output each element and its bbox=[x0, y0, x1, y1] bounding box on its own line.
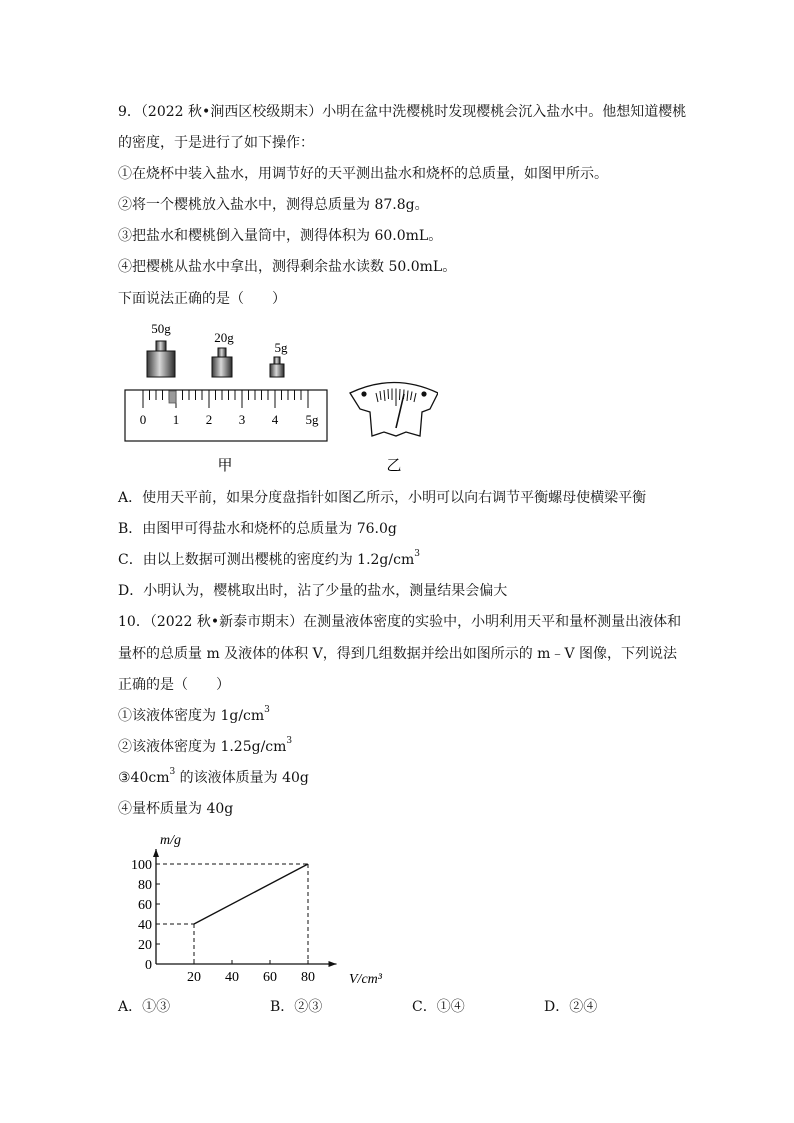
balance-ruler bbox=[125, 390, 327, 441]
x-tick-label: 20 bbox=[187, 970, 201, 985]
q10-answer-c: C．①④ bbox=[412, 999, 465, 1015]
chart-ticks bbox=[131, 858, 315, 985]
ruler-tick-0: 0 bbox=[139, 412, 147, 427]
q9-figure bbox=[118, 316, 438, 476]
q9-option-c-text: C．由以上数据可测出樱桃的密度约为 1.2g/cm bbox=[118, 552, 415, 568]
q9-stem-line-1: 9．（2022 秋•涧西区校级期末）小明在盆中洗樱桃时发现樱桃会沉入盐水中。他想知道樱桃 bbox=[118, 104, 687, 120]
figure-label-yi: 乙 bbox=[386, 456, 402, 474]
q9-option-a: A．使用天平前，如果分度盘指针如图乙所示，小明可以向右调节平衡螺母使横梁平衡 bbox=[118, 490, 647, 506]
q10-statement-3 bbox=[118, 768, 309, 788]
q9-option-b: B．由图甲可得盐水和烧杯的总质量为 76.0g bbox=[118, 521, 397, 537]
q10-statement-3-tail: 的该液体质量为 40g bbox=[175, 770, 309, 786]
q9-option-c bbox=[118, 550, 420, 570]
q9-stem-line-2: 的密度，于是进行了如下操作： bbox=[118, 135, 314, 151]
weight-50g-label: 50g bbox=[151, 321, 171, 336]
q10-statement-3-sup: 3 bbox=[169, 767, 176, 777]
x-tick-label: 60 bbox=[263, 970, 277, 985]
weight-5g-icon bbox=[270, 357, 284, 377]
q10-statement-1-sup: 3 bbox=[264, 705, 270, 715]
y-tick-label: 60 bbox=[138, 898, 152, 913]
x-tick-label: 40 bbox=[225, 970, 239, 985]
x-axis-arrow-icon bbox=[329, 961, 337, 967]
y-axis-arrow-icon bbox=[153, 849, 159, 857]
q9-step-1: ①在烧杯中装入盐水，用调节好的天平测出盐水和烧杯的总质量，如图甲所示。 bbox=[118, 166, 608, 182]
q10-statement-2-sup: 3 bbox=[286, 736, 293, 746]
ruler-tick-4: 4 bbox=[271, 412, 279, 427]
q10-statement-3-text: ③40cm bbox=[118, 770, 170, 786]
q10-statement-4: ④量杯质量为 40g bbox=[118, 801, 234, 817]
q10-stem-line-1: 10．（2022 秋•新泰市期末）在测量液体密度的实验中，小明利用天平和量杯测量出液体和 bbox=[118, 614, 682, 630]
q10-stem-line-3: 正确的是（ ） bbox=[118, 677, 230, 693]
chart-axes bbox=[153, 849, 337, 967]
q10-statement-2 bbox=[118, 737, 292, 757]
x-tick-label: 80 bbox=[301, 970, 315, 985]
q9-step-4: ④把樱桃从盐水中拿出，测得剩余盐水读数 50.0mL。 bbox=[118, 259, 457, 275]
chart-series bbox=[194, 864, 308, 924]
series-line bbox=[194, 864, 308, 924]
q9-step-3: ③把盐水和樱桃倒入量筒中，测得体积为 60.0mL。 bbox=[118, 228, 443, 244]
y-tick-label: 80 bbox=[138, 878, 152, 893]
q9-question: 下面说法正确的是（ ） bbox=[118, 291, 286, 307]
y-tick-label: 20 bbox=[138, 938, 152, 953]
chart-xlabel: V/cm³ bbox=[349, 972, 382, 987]
rider-icon bbox=[169, 391, 176, 403]
weight-20g-icon bbox=[212, 348, 232, 377]
weight-5g-label: 5g bbox=[274, 340, 288, 355]
q10-answer-d: D．②④ bbox=[544, 999, 598, 1015]
q9-option-d: D．小明认为，樱桃取出时，沾了少量的盐水，测量结果会偏大 bbox=[118, 583, 508, 599]
ruler-tick-5g: 5g bbox=[305, 412, 319, 427]
ruler-tick-2: 2 bbox=[205, 412, 213, 427]
chart-ylabel: m/g bbox=[160, 833, 181, 848]
q10-statement-2-text: ②该液体密度为 1.25g/cm bbox=[118, 739, 287, 755]
q10-stem-line-2: 量杯的总质量 m 及液体的体积 V，得到几组数据并绘出如图所示的 m﹣V 图像，下列说法 bbox=[118, 646, 678, 662]
y-tick-label: 100 bbox=[131, 858, 152, 873]
q10-statement-1-text: ①该液体密度为 1g/cm bbox=[118, 708, 265, 724]
q10-answer-b: B．②③ bbox=[270, 999, 323, 1015]
ruler-tick-3: 3 bbox=[238, 412, 246, 427]
q9-option-c-sup: 3 bbox=[414, 549, 420, 559]
y-tick-label: 40 bbox=[138, 918, 152, 933]
weight-50g-icon bbox=[147, 341, 175, 377]
figure-label-jia: 甲 bbox=[217, 456, 233, 474]
q10-answers bbox=[118, 996, 718, 1018]
balance-dial-icon bbox=[350, 383, 438, 437]
ruler-tick-1: 1 bbox=[172, 412, 180, 427]
chart-guides bbox=[156, 864, 308, 964]
weight-20g-label: 20g bbox=[214, 330, 234, 345]
q10-statement-1 bbox=[118, 706, 270, 726]
q9-step-2: ②将一个樱桃放入盐水中，测得总质量为 87.8g。 bbox=[118, 197, 429, 213]
q10-answer-a: A．①③ bbox=[118, 999, 171, 1015]
mv-chart bbox=[110, 828, 410, 994]
y-tick-label: 0 bbox=[145, 958, 152, 973]
